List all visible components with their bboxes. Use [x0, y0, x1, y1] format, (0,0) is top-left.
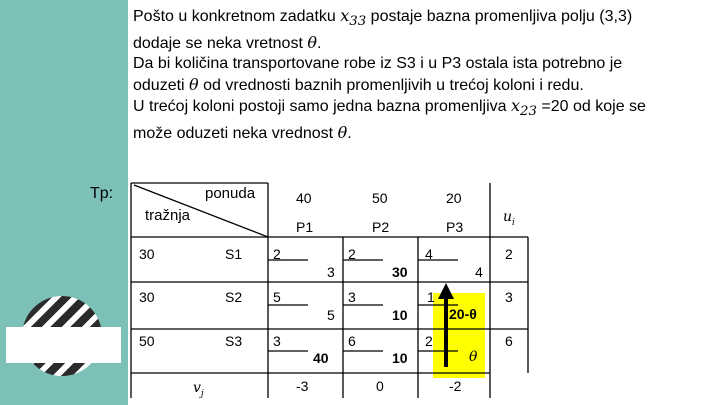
cost-s1-p1: 2: [273, 246, 281, 262]
text-line-2: dodaje se neka vretnost θ.: [133, 32, 322, 52]
demand-s3: 50: [139, 333, 155, 349]
cost-s2-p2: 3: [348, 289, 356, 305]
v-label: $v_j$: [193, 380, 204, 399]
alloc-s1-p3: 4: [475, 264, 483, 280]
row-name-s1: S1: [225, 246, 243, 262]
alloc-s3-p3: θ: [469, 349, 478, 365]
demand-s2: 30: [139, 289, 155, 305]
text-line-1: Pošto u konkretnom zadatku $x_{33}$ postaje bazna promenljiva polju (3,3): [133, 6, 633, 30]
column-p2: P2: [372, 219, 390, 235]
u-s1: 2: [505, 246, 513, 262]
row-name-s2: S2: [225, 289, 243, 305]
supply-p2: 50: [372, 190, 388, 206]
cost-s3-p3: 2: [425, 333, 433, 349]
alloc-s1-p1: 3: [327, 264, 335, 280]
alloc-s3-p1: 40: [313, 350, 329, 366]
cost-s2-p3: 1: [427, 289, 435, 305]
column-p1: P1: [296, 219, 314, 235]
text-line-5: U trećoj koloni postoji samo jedna bazna promenljiva $x_{23} =20$ od koje se: [133, 96, 646, 120]
cost-s2-p1: 5: [273, 289, 281, 305]
ponuda-label: ponuda: [205, 185, 256, 202]
text-line-4: oduzeti θ od vrednosti baznih promenljivih u trećoj koloni i redu.: [133, 74, 584, 94]
text-line-6: može oduzeti neka vrednost θ.: [133, 122, 352, 142]
u-s2: 3: [505, 289, 513, 305]
v-p1: -3: [296, 378, 309, 394]
u-label: $u_i$: [503, 209, 515, 228]
traznja-label: tražnja: [145, 207, 191, 224]
cost-s1-p2: 2: [348, 246, 356, 262]
v-p3: -2: [449, 378, 462, 394]
alloc-s2-p2: 10: [392, 307, 408, 323]
cost-s1-p3: 4: [425, 246, 433, 262]
cost-s3-p2: 6: [348, 333, 356, 349]
text-line-3: Da bi količina transportovane robe iz S3 i u P3 ostala ista potrebno je: [133, 55, 623, 73]
row-name-s3: S3: [225, 333, 243, 349]
supply-p1: 40: [296, 190, 312, 206]
alloc-s2-p1: 5: [327, 307, 335, 323]
alloc-s3-p2: 10: [392, 350, 408, 366]
v-p2: 0: [376, 378, 384, 394]
up-arrow-icon: [438, 281, 458, 371]
tp-label: Tp:: [90, 185, 114, 202]
column-p3: P3: [446, 219, 464, 235]
cost-s3-p1: 3: [273, 333, 281, 349]
alloc-s1-p2: 30: [392, 264, 408, 280]
u-s3: 6: [505, 333, 513, 349]
supply-p3: 20: [446, 190, 462, 206]
demand-s1: 30: [139, 246, 155, 262]
alloc-s2-p3: 20-θ: [449, 306, 477, 322]
